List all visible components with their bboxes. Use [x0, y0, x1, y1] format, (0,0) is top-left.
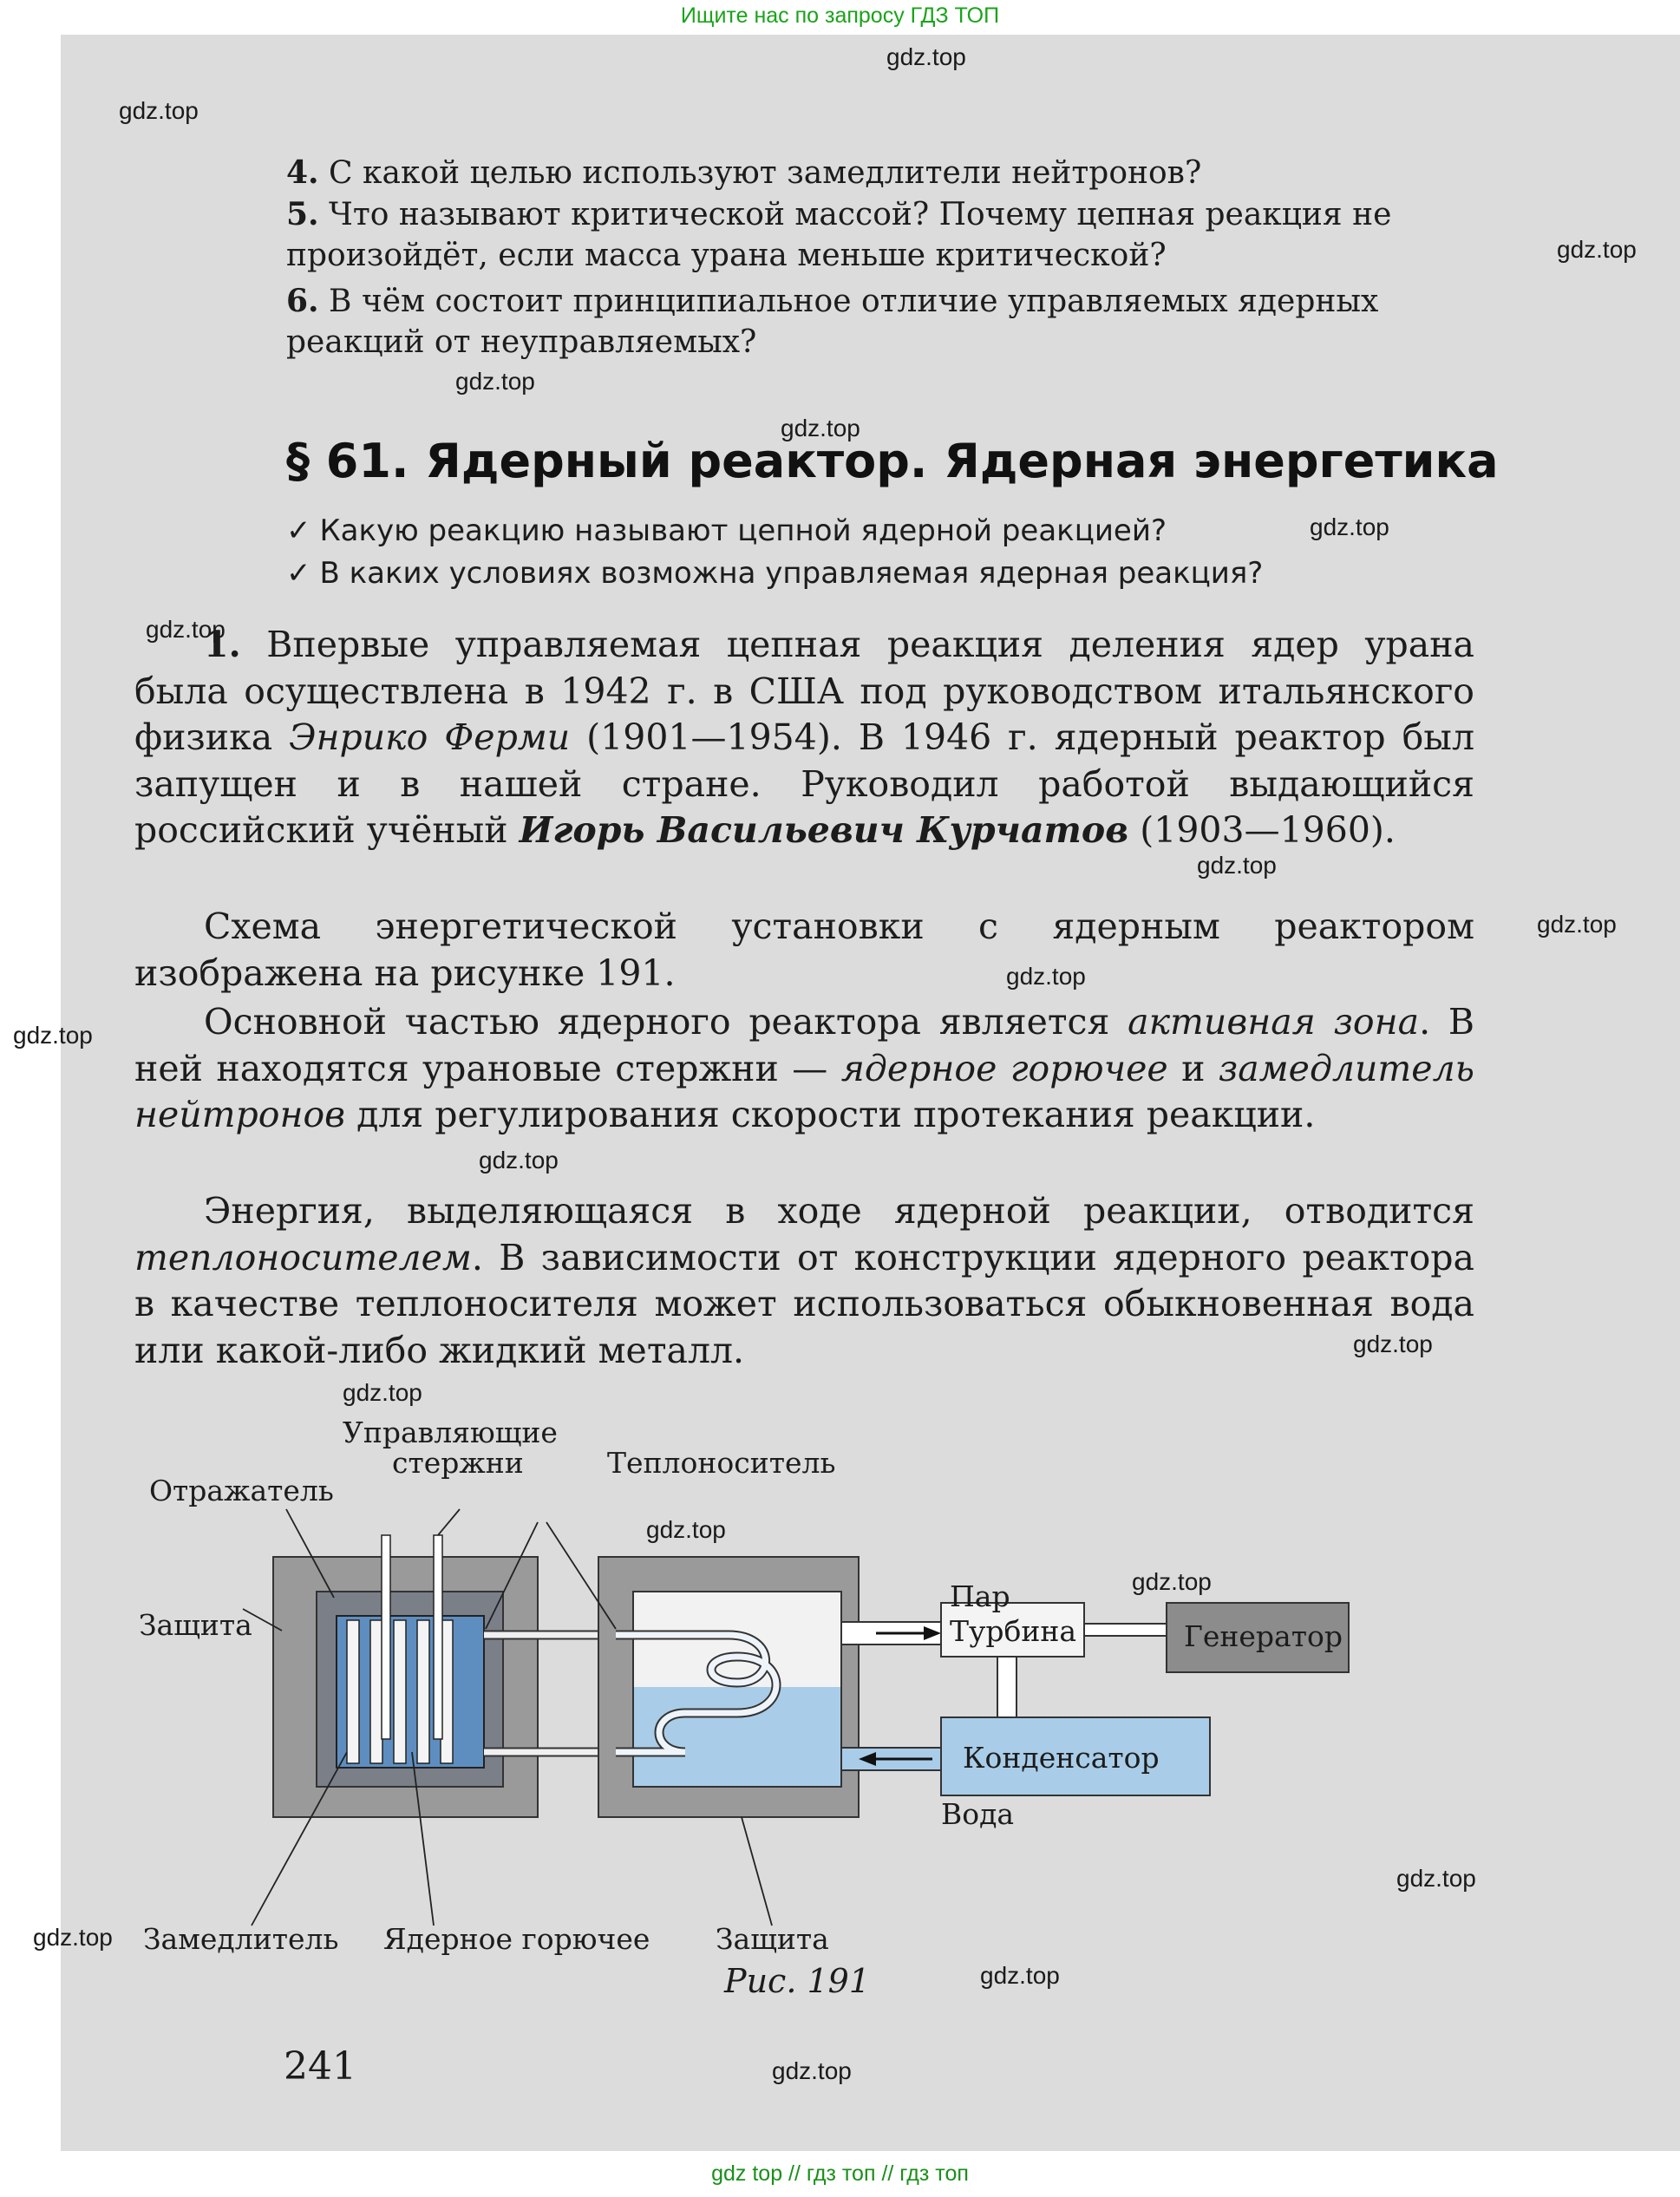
- question-4: 4. С какой целью используют замедлители нейтронов?: [286, 154, 1202, 191]
- label-control-rods: Управляющие: [343, 1416, 558, 1449]
- watermark: gdz.top: [781, 415, 860, 441]
- control-rod: [434, 1535, 442, 1739]
- page-number: 241: [284, 2044, 356, 2089]
- watermark: gdz.top: [1310, 513, 1389, 540]
- watermark: gdz.top: [343, 1379, 422, 1406]
- watermark: gdz.top: [1537, 911, 1617, 938]
- control-rod: [382, 1535, 390, 1739]
- watermark: gdz.top: [119, 97, 199, 124]
- label-turbine: Турбина: [950, 1614, 1077, 1648]
- paragraph-4: Энергия, выделяющаяся в ходе ядерной реакции, отводится теплоносителем. В зависимости от конструкции ядерного реактора в качестве теплоносителя может использоваться обыкновенная вода или какой-либо жидкий металл.: [134, 1190, 1474, 1371]
- watermark: gdz.top: [146, 616, 226, 643]
- label-fuel: Ядерное горючее: [383, 1922, 650, 1956]
- fuel-rod: [417, 1620, 429, 1763]
- paragraph-3: Основной частью ядерного реактора является активная зона. В ней находятся урановые стержни — ядерное горючее и замедлитель нейтронов для регулирования скорости протекания реакции.: [134, 1001, 1475, 1135]
- water-level: [634, 1687, 840, 1786]
- watermark: gdz.top: [1353, 1331, 1433, 1357]
- watermark: gdz.top: [455, 368, 535, 395]
- top-banner[interactable]: Ищите нас по запросу ГДЗ ТОП: [680, 3, 1000, 28]
- label-control-rods-2: стержни: [392, 1446, 524, 1480]
- watermark: gdz.top: [1132, 1568, 1212, 1595]
- label-coolant: Теплоноситель: [607, 1446, 836, 1480]
- question-5: 5. Что называют критической массой? Почему цепная реакция не: [286, 196, 1392, 232]
- fuel-rod: [347, 1620, 359, 1763]
- figure-caption: Рис. 191: [724, 1962, 871, 2000]
- watermark: gdz.top: [886, 43, 966, 70]
- watermark: gdz.top: [646, 1516, 726, 1543]
- watermark: gdz.top: [772, 2057, 852, 2084]
- question-5-line-2: произойдёт, если масса урана меньше критической?: [286, 238, 1167, 273]
- watermark: gdz.top: [1396, 1865, 1476, 1892]
- label-water: Вода: [941, 1797, 1015, 1831]
- watermark: gdz.top: [33, 1924, 113, 1951]
- reactor-diagram: [130, 1405, 1483, 1960]
- paragraph-1: 1. Впервые управляемая цепная реакция деления ядер урана была осуществлена в 1942 г. в США под руководством итальянского физика Энрико Ферми (1901—1954). В 1946 г. ядерный реактор был запущен и в нашей стране. Руководил работой выдающийся российский учёный Игорь Васильевич Курчатов (1903—1960).: [134, 624, 1474, 851]
- label-generator: Генератор: [1184, 1619, 1343, 1653]
- question-6-line-2: реакций от неуправляемых?: [286, 324, 757, 360]
- watermark: gdz.top: [13, 1022, 93, 1049]
- label-shield-left: Защита: [139, 1608, 252, 1642]
- label-condenser: Конденсатор: [963, 1741, 1160, 1775]
- watermark: gdz.top: [1557, 236, 1637, 263]
- section-title: § 61. Ядерный реактор. Ядерная энергетика: [286, 434, 1499, 488]
- fuel-rod: [394, 1620, 406, 1763]
- label-steam: Пар: [950, 1579, 1010, 1613]
- check-mark-icon: ✓: [286, 556, 311, 591]
- watermark: gdz.top: [1006, 963, 1086, 990]
- review-question-1: ✓ Какую реакцию называют цепной ядерной реакцией?: [286, 513, 1167, 548]
- bottom-banner[interactable]: gdz top // гдз топ // гдз топ: [711, 2161, 969, 2186]
- watermark: gdz.top: [1197, 852, 1277, 879]
- fuel-rod: [370, 1620, 382, 1763]
- watermark: gdz.top: [980, 1962, 1060, 1989]
- check-mark-icon: ✓: [286, 513, 311, 548]
- label-shield-bottom: Защита: [716, 1922, 829, 1956]
- question-6: 6. В чём состоит принципиальное отличие управляемых ядерных: [286, 283, 1379, 319]
- label-reflector: Отражатель: [149, 1474, 334, 1507]
- watermark: gdz.top: [479, 1147, 559, 1174]
- label-moderator: Замедлитель: [143, 1922, 339, 1956]
- review-question-2: ✓ В каких условиях возможна управляемая ядерная реакция?: [286, 556, 1264, 591]
- paragraph-2: Схема энергетической установки с ядерным реактором изображена на рисунке 191.: [134, 906, 1474, 994]
